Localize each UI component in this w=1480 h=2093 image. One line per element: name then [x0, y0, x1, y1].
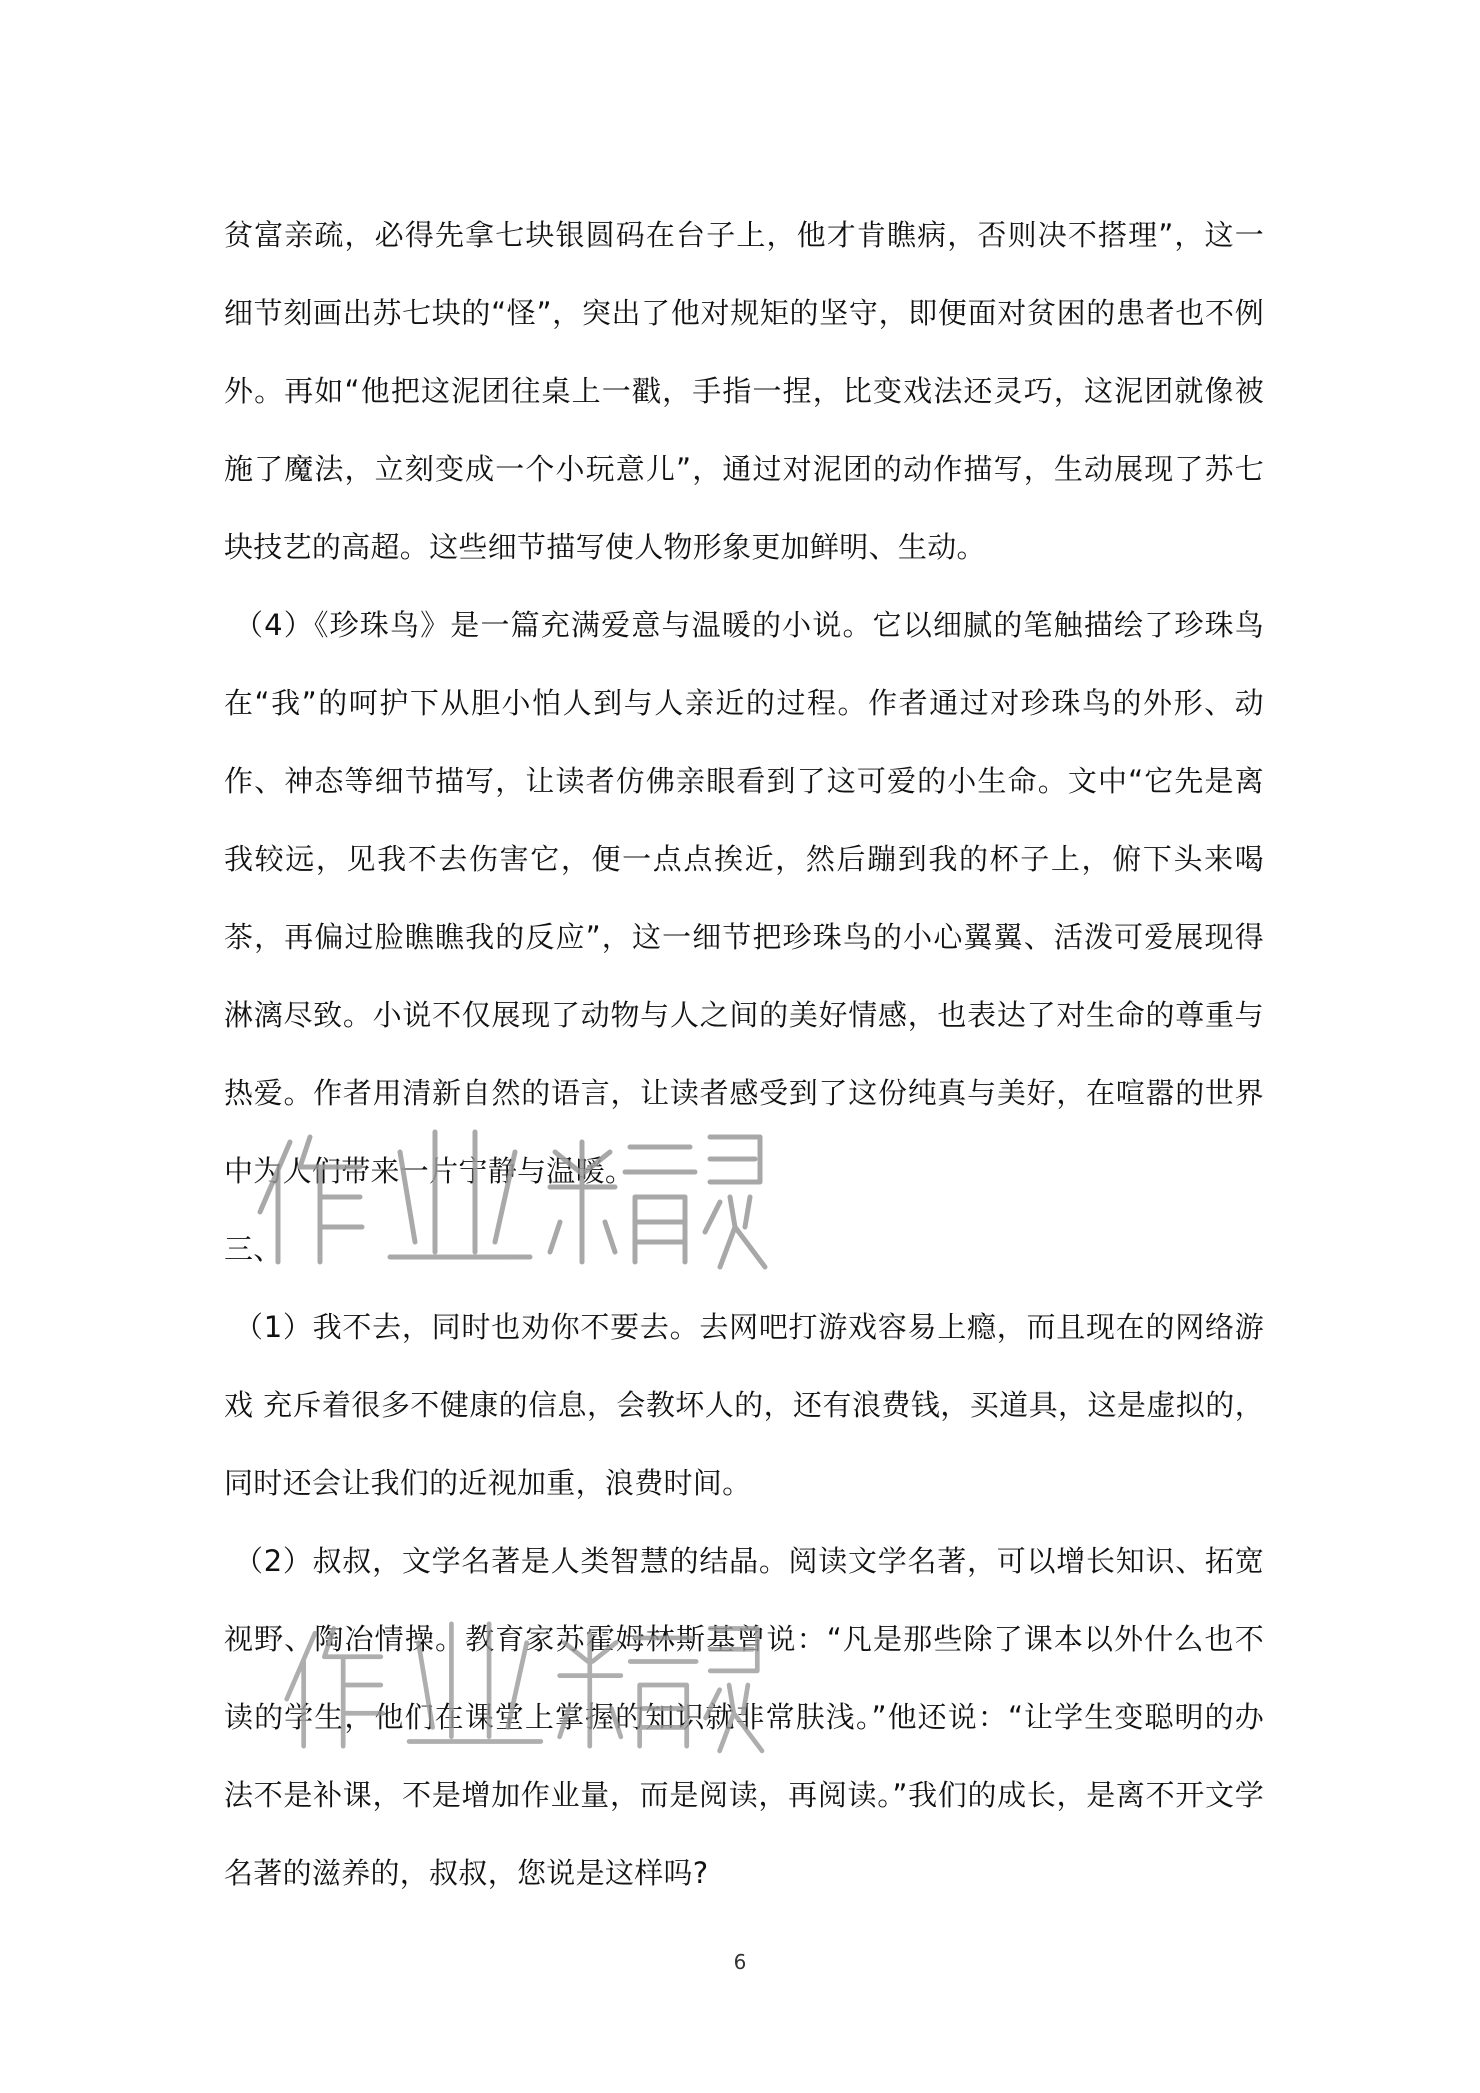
section-heading-three: 三、 — [224, 1232, 283, 1266]
paragraph-su-qi-kuai-analysis: 贫富亲疏，必得先拿七块银圆码在台子上，他才肯瞧病，否则决不搭理”，这一细节刻画出苏七块的“怪”，突出了他对规矩的坚守，即便面对贫困的患者也不例外。再如“他把这泥团往桌上一戳，手指一捏，比变戏法还灵巧，这泥团就像被施了魔法，立刻变成一个小玩意儿”，通过对泥团的动作描写，生动展现了苏七块技艺的高超。这些细节描写使人物形象更加鲜明、生动。 — [224, 218, 1264, 564]
page-number: 6 — [733, 1950, 747, 1974]
paragraph-zhen-zhu-niao-review: （4）《珍珠鸟》是一篇充满爱意与温暖的小说。它以细腻的笔触描绘了珍珠鸟在“我”的呵护下从胆小怕人到与人亲近的过程。作者通过对珍珠鸟的外形、动作、神态等细节描写，让读者仿佛亲眼看到了这可爱的小生命。文中“它先是离我较远，见我不去伤害它，便一点点挨近，然后蹦到我的杯子上，俯下头来喝茶，再偏过脸瞧瞧我的反应”，这一细节把珍珠鸟的小心翼翼、活泼可爱展现得淋漓尽致。小说不仅展现了动物与人之间的美好情感，也表达了对生命的尊重与热爱。作者用清新自然的语言，让读者感受到了这份纯真与美好，在喧嚣的世界中为人们带来一片宁静与温暖。 — [224, 608, 1264, 1188]
document-body — [224, 196, 1264, 1912]
paragraph-answer-2: （2）叔叔，文学名著是人类智慧的结晶。阅读文学名著，可以增长知识、拓宽视野、陶冶情操。教育家苏霍姆林斯基曾说：“凡是那些除了课本以外什么也不读的学生，他们在课堂上掌握的知识就非常肤浅。”他还说：“让学生变聪明的办法不是补课，不是增加作业量，而是阅读，再阅读。”我们的成长，是离不开文学名著的滋养的，叔叔，您说是这样吗? — [224, 1544, 1264, 1890]
paragraph-answer-1: （1）我不去，同时也劝你不要去。去网吧打游戏容易上瘾，而且现在的网络游戏 充斥着很多不健康的信息，会教坏人的，还有浪费钱，买道具，这是虚拟的，同时还会让我们的近视加重，浪费时间。 — [224, 1310, 1264, 1500]
